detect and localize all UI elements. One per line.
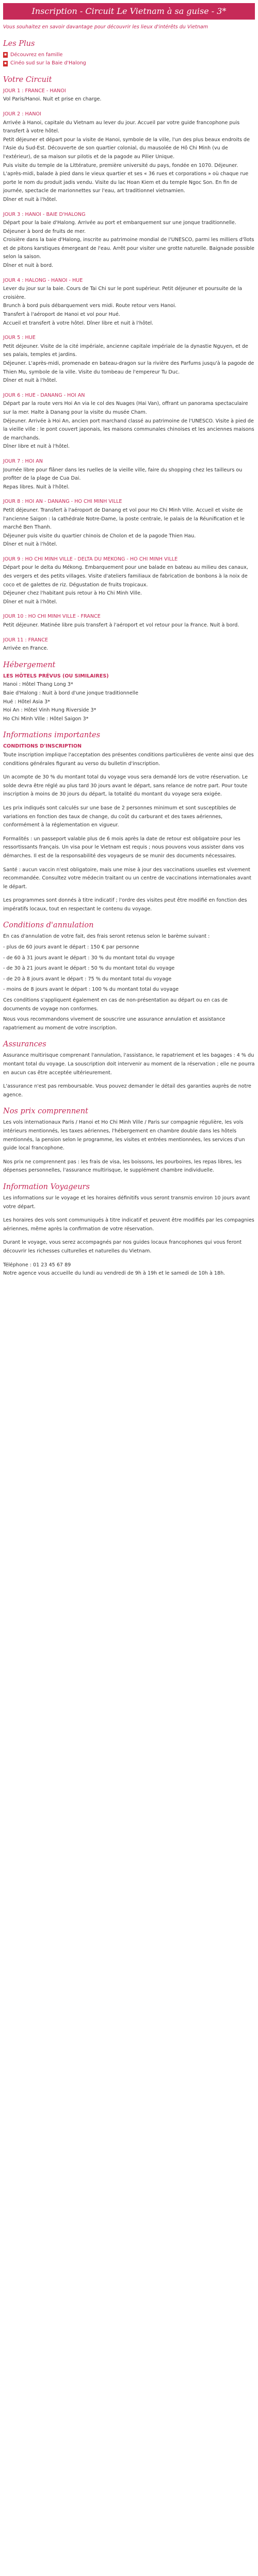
paragraph: L'assurance n'est pas remboursable. Vous pouvez demander le détail des garanties auprès de notre agence. — [3, 1083, 253, 1098]
day-description: Déjeuner puis visite du quartier chinois de Cholon et de la pagode Thien Hau. — [3, 533, 196, 539]
day-title: JOUR 4 : HALONG - HANOI - HUE — [3, 277, 83, 283]
itinerary — [3, 87, 255, 653]
day-title: JOUR 9 : HO CHI MINH VILLE - DELTA DU MEKONG - HO CHI MINH VILLE — [3, 556, 178, 562]
paragraph: Nous vous recommandons vivement de souscrire une assurance annulation et assistance rapatriement au moment de votre inscription. — [3, 1016, 227, 1031]
paragraph: Assurance multirisque comprenant l'annulation, l'assistance, le rapatriement et les bagages : 4 % du montant total du voyage. La souscription doit intervenir au moment de la réservation ; elle ne pourra en aucun cas être acceptée ultérieurement. — [3, 1053, 256, 1076]
day-description: Transfert à l'aéroport de Hanoi et vol pour Hué. — [3, 312, 120, 318]
page-banner: Inscription - Circuit Le Vietnam à sa guise - 3* — [3, 3, 255, 20]
pdf-icon: ■ — [3, 61, 8, 66]
section-heading-agence: Information Voyageurs — [3, 1182, 90, 1191]
day-title: JOUR 1 : FRANCE - HANOI — [3, 88, 66, 94]
list-item — [3, 59, 255, 68]
day-description: Accueil et transfert à votre hôtel. Dîner libre et nuit à l'hôtel. — [3, 320, 154, 326]
day-description: Petit déjeuner. Visite de la cité impériale, ancienne capitale impériale de la dynastie Nguyen, et de ses palais, temples et jardins. — [3, 343, 248, 358]
day-description: Départ par la route vers Hoi An via le col des Nuages (Hai Van), offrant un panorama spectaculaire sur la mer. Halte à Danang pour la visite du musée Cham. — [3, 401, 248, 415]
day-title: JOUR 6 : HUE - DANANG - HOI AN — [3, 392, 85, 398]
day-description: Repas libres. Nuit à l'hôtel. — [3, 484, 70, 490]
paragraph: Hoi An : Hôtel Vinh Hung Riverside 3* — [3, 707, 96, 714]
paragraph: Formalités : un passeport valable plus de 6 mois après la date de retour est obligatoire pour les ressortissants français. Un visa pour le Vietnam est requis ; nous pouvons vous assister dans vos démarches. Il est de la responsabilité des voyageurs de se munir des documents nécessaires. — [3, 836, 246, 859]
hotels-list — [3, 681, 255, 723]
day-title: JOUR 2 : HANOI — [3, 111, 41, 117]
hotels-subheading: LES HÔTELS PRÉVUS (OU SIMILAIRES) — [3, 673, 109, 679]
paragraph: Baie d'Halong : Nuit à bord d'une jonque traditionnelle — [3, 690, 138, 696]
pdf-icon: ■ — [3, 52, 8, 58]
day-description: Déjeuner. L'après-midi, promenade en bateau-dragon sur la rivière des Parfums jusqu'à la pagode de Thien Mu, symbole de la ville. Visite du tombeau de l'empereur Tu Duc. — [3, 361, 254, 375]
paragraph: Notre agence vous accueille du lundi au vendredi de 9h à 19h et le samedi de 10h à 18h. — [3, 1270, 225, 1277]
paragraph: Les vols internationaux Paris / Hanoi et Ho Chi Minh Ville / Paris sur compagnie régulière, les vols intérieurs mentionnés, les taxes aériennes, l'hébergement en chambre double dans les hôtels mentionnés, la pension selon le programme, les visites et entrées mentionnées, les services d'un guide local francophone. — [3, 1120, 247, 1151]
paragraph: Nos prix ne comprennent pas : les frais de visa, les boissons, les pourboires, les repas libres, les dépenses personnelles, l'assurance multirisque, le supplément chambre individuelle. — [3, 1159, 244, 1174]
day-description: Dîner et nuit à l'hôtel. — [3, 599, 57, 605]
day-description: Arrivée en France. — [3, 646, 49, 652]
day-title: JOUR 8 : HOI AN - DANANG - HO CHI MINH VILLE — [3, 499, 122, 505]
day-description: Dîner et nuit à l'hôtel. — [3, 196, 57, 202]
day-description: Petit déjeuner et départ pour la visite de Hanoi, symbole de la ville, l'un des plus beaux endroits de l'Asie du Sud-Est. Découverte de son quartier colonial, du mausolée de Hô Chi Minh (vu de l'extérieur), de sa maison sur pilotis et de la pagode au Pilier Unique. — [3, 137, 250, 160]
paragraph: Ho Chi Minh Ville : Hôtel Saigon 3* — [3, 716, 89, 722]
paragraph: Hué : Hôtel Asia 3* — [3, 699, 51, 705]
plan-link-2[interactable]: Cinéo sud sur la Baie d'Halong — [10, 60, 86, 66]
paragraph: Toute inscription implique l'acceptation des présentes conditions particulières de vente ainsi que des conditions générales figurant au verso du bulletin d'inscription. — [3, 752, 255, 767]
day-description: Vol Paris/Hanoi. Nuit et prise en charge. — [3, 96, 102, 103]
day-description: Puis visite du temple de la Littérature, première université du pays, fondée en 1070. Déjeuner. L'après-midi, balade à pied dans le vieux quartier et ses « 36 rues et corporations » où chaque rue porte le nom du produit jadis vendu. Visite du lac Hoan Kiem et du temple Ngoc Son. En fin de journée, spectacle de marionnettes sur l'eau, art traditionnel vietnamien. — [3, 162, 249, 194]
inscription-subheading: CONDITIONS D'INSCRIPTION — [3, 743, 82, 750]
plan-links — [3, 51, 255, 68]
day-description: Journée libre pour flâner dans les ruelles de la vieille ville, faire du shopping chez les tailleurs ou profiter de la plage de Cua Dai. — [3, 467, 243, 482]
day-title: JOUR 10 : HO CHI MINH VILLE - FRANCE — [3, 614, 101, 620]
paragraph: Les horaires des vols sont communiqués à titre indicatif et peuvent être modifiés par les compagnies aériennes, même après la confirmation de votre réservation. — [3, 1217, 256, 1232]
day-description: Dîner et nuit à l'hôtel. — [3, 378, 57, 384]
day-description: Croisière dans la baie d'Halong, inscrite au patrimoine mondial de l'UNESCO, parmi les milliers d'îlots et de pitons karstiques émergeant de l'eau. Arrêt pour visiter une grotte naturelle. Baignade possible selon la saison. — [3, 237, 255, 260]
section-heading-annulation: Conditions d'annulation — [3, 921, 94, 930]
paragraph: - de 20 à 8 jours avant le départ : 75 % du montant total du voyage — [3, 976, 172, 982]
day-description: Petit déjeuner. Transfert à l'aéroport de Danang et vol pour Ho Chi Minh Ville. Accueil et visite de l'ancienne Saigon : la cathédrale Notre-Dame, la poste centrale, le palais de la Réunification et le marché Ben Thanh. — [3, 507, 245, 531]
section-heading-info: Informations importantes — [3, 731, 101, 740]
paragraph: - plus de 60 jours avant le départ : 150 € par personne — [3, 944, 139, 951]
day-description: Départ pour la baie d'Halong. Arrivée au port et embarquement sur une jonque traditionnelle. Déjeuner à bord de fruits de mer. — [3, 220, 236, 234]
paragraph: Santé : aucun vaccin n'est obligatoire, mais une mise à jour des vaccinations usuelles est vivement recommandée. Consultez votre médecin traitant ou un centre de vaccinations internationales avant le départ. — [3, 867, 253, 890]
intro-text: Vous souhaitez en savoir davantage pour découvrir les lieux d'intérêts du Vietnam — [3, 24, 208, 30]
day-description: Déjeuner. Arrivée à Hoi An, ancien port marchand classé au patrimoine de l'UNESCO. Visite à pied de la vieille ville : le pont couvert japonais, les maisons communales chinoises et les anciennes maisons de marchands. — [3, 418, 254, 441]
section-heading-circuit: Votre Circuit — [3, 75, 52, 84]
day-title: JOUR 3 : HANOI - BAIE D'HALONG — [3, 211, 86, 217]
section-heading-assurance: Assurances — [3, 1040, 46, 1049]
annulation-text — [3, 933, 255, 1032]
day-description: Brunch à bord puis débarquement vers midi. Route retour vers Hanoi. — [3, 303, 176, 309]
plan-link-1[interactable]: Découvrez en famille — [10, 52, 63, 58]
paragraph: Téléphone : 01 23 45 67 89 — [3, 1262, 71, 1268]
section-heading-prix: Nos prix comprennent — [3, 1107, 88, 1116]
day-description: Lever du jour sur la baie. Cours de Tai Chi sur le pont supérieur. Petit déjeuner et poursuite de la croisière. — [3, 286, 243, 300]
day-title: JOUR 5 : HUE — [3, 335, 36, 341]
paragraph: Durant le voyage, vous serez accompagnés par nos guides locaux francophones qui vous feront découvrir les richesses culturelles et naturelles du Vietnam. — [3, 1240, 244, 1254]
day-description: Déjeuner chez l'habitant puis retour à Ho Chi Minh Ville. — [3, 590, 142, 597]
day-description: Dîner et nuit à bord. — [3, 263, 54, 269]
agence-contacts — [3, 1261, 255, 1278]
paragraph: Hanoi : Hôtel Thang Long 3* — [3, 682, 73, 688]
paragraph: Un acompte de 30 % du montant total du voyage vous sera demandé lors de votre réservation. Le solde devra être réglé au plus tard 30 jours avant le départ, sans relance de notre part. Pour toute inscription à moins de 30 jours du départ, la totalité du montant du voyage sera exigée. — [3, 774, 250, 798]
day-description: Dîner libre et nuit à l'hôtel. — [3, 444, 70, 450]
paragraph: - moins de 8 jours avant le départ : 100 % du montant total du voyage — [3, 987, 179, 993]
page — [0, 3, 258, 1294]
paragraph: - de 30 à 21 jours avant le départ : 50 % du montant total du voyage — [3, 965, 175, 972]
agence-text — [3, 1194, 255, 1256]
day-description: Arrivée à Hanoi, capitale du Vietnam au lever du jour. Accueil par votre guide francophone puis transfert à votre hôtel. — [3, 120, 240, 134]
day-description: Départ pour le delta du Mékong. Embarquement pour une balade en bateau au milieu des canaux, des vergers et des petits villages. Visite d'ateliers familiaux de fabrication de bonbons à la noix de coco et de galettes de riz. Dégustation de fruits tropicaux. — [3, 565, 248, 588]
day-title: JOUR 11 : FRANCE — [3, 637, 48, 643]
paragraph: Les programmes sont donnés à titre indicatif ; l'ordre des visites peut être modifié en fonction des impératifs locaux, tout en respectant le contenu du voyage. — [3, 897, 249, 912]
prix-text — [3, 1118, 255, 1175]
paragraph: Les informations sur le voyage et les horaires définitifs vous seront transmis environ 10 jours avant votre départ. — [3, 1195, 252, 1210]
day-description: Petit déjeuner. Matinée libre puis transfert à l'aéroport et vol retour pour la France. Nuit à bord. — [3, 622, 239, 629]
paragraph: Les prix indiqués sont calculés sur une base de 2 personnes minimum et sont susceptibles de variations en fonction des taux de change, du coût du carburant et des taxes aériennes, conformément à la réglementation en vigueur. — [3, 805, 238, 828]
day-description: Dîner et nuit à l'hôtel. — [3, 541, 57, 548]
section-heading-hotels: Hébergement — [3, 660, 56, 669]
inscription-text — [3, 751, 255, 914]
assurance-text — [3, 1052, 255, 1099]
day-title: JOUR 7 : HOI AN — [3, 458, 43, 464]
paragraph: En cas d'annulation de votre fait, des frais seront retenus selon le barème suivant : — [3, 934, 210, 940]
section-heading-plan: Les Plus — [3, 39, 35, 48]
list-item — [3, 51, 255, 60]
paragraph: - de 60 à 31 jours avant le départ : 30 % du montant total du voyage — [3, 955, 175, 961]
paragraph: Ces conditions s'appliquent également en cas de non-présentation au départ ou en cas de documents de voyage non conformes. — [3, 997, 230, 1012]
